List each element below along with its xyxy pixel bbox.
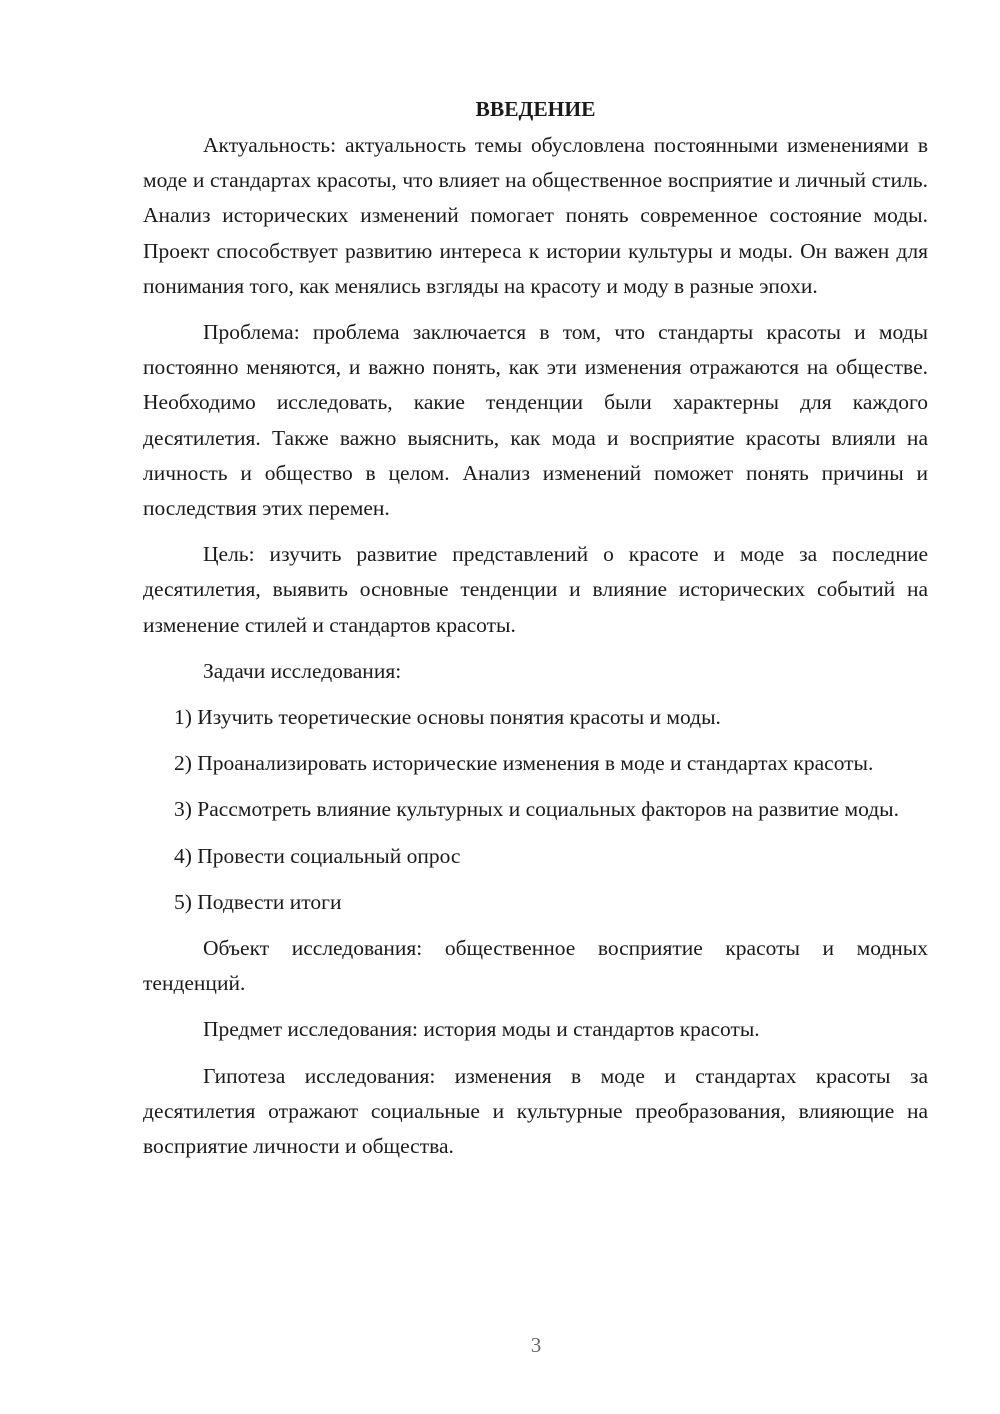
task-item-1: 1) Изучить теоретические основы понятия красоты и моды. (174, 705, 721, 730)
object-paragraph: Объект исследования: общественное восприятие красоты и модных тенденций. (143, 936, 928, 996)
page-number: 3 (530, 1333, 542, 1357)
task-item-5: 5) Подвести итоги (174, 889, 342, 914)
problem-paragraph: Проблема: проблема заключается в том, что стандарты красоты и моды постоянно меняются, и важно понять, как эти изменения отражаются на обществе. Необходимо исследовать, какие тенденции были характерны для каждого десятилетия. Также важно выяснить, как мода и восприятие красоты влияли на личность и общество в целом. Анализ изменений поможет понять причины и последствия этих перемен. (143, 320, 928, 521)
subject-paragraph: Предмет исследования: история моды и стандартов красоты. (203, 1017, 760, 1042)
task-item-2: 2) Проанализировать исторические изменения в моде и стандартах красоты. (174, 751, 874, 776)
hypothesis-paragraph: Гипотеза исследования: изменения в моде и стандартах красоты за десятилетия отражают социальные и культурные преобразования, влияющие на восприятие личности и общества. (143, 1063, 928, 1159)
tasks-title: Задачи исследования: (203, 658, 402, 683)
document-page (143, 92, 928, 1175)
task-item-4: 4) Провести социальный опрос (174, 843, 461, 868)
goal-paragraph: Цель: изучить развитие представлений о красоте и моде за последние десятилетия, выявить основные тенденции и влияние исторических событий на изменение стилей и стандартов красоты. (143, 542, 928, 637)
page-title: ВВЕДЕНИЕ (475, 97, 596, 121)
relevance-paragraph: Актуальность: актуальность темы обусловлена постоянными изменениями в моде и стандартах красоты, что влияет на общественное восприятие и личный стиль. Анализ исторических изменений помогает понять современное состояние моды. Проект способствует развитию интереса к истории культуры и моды. Он важен для понимания того, как менялись взгляды на красоту и моду в разные эпохи. (143, 133, 928, 298)
task-item-3: 3) Рассмотреть влияние культурных и социальных факторов на развитие моды. (174, 797, 899, 822)
